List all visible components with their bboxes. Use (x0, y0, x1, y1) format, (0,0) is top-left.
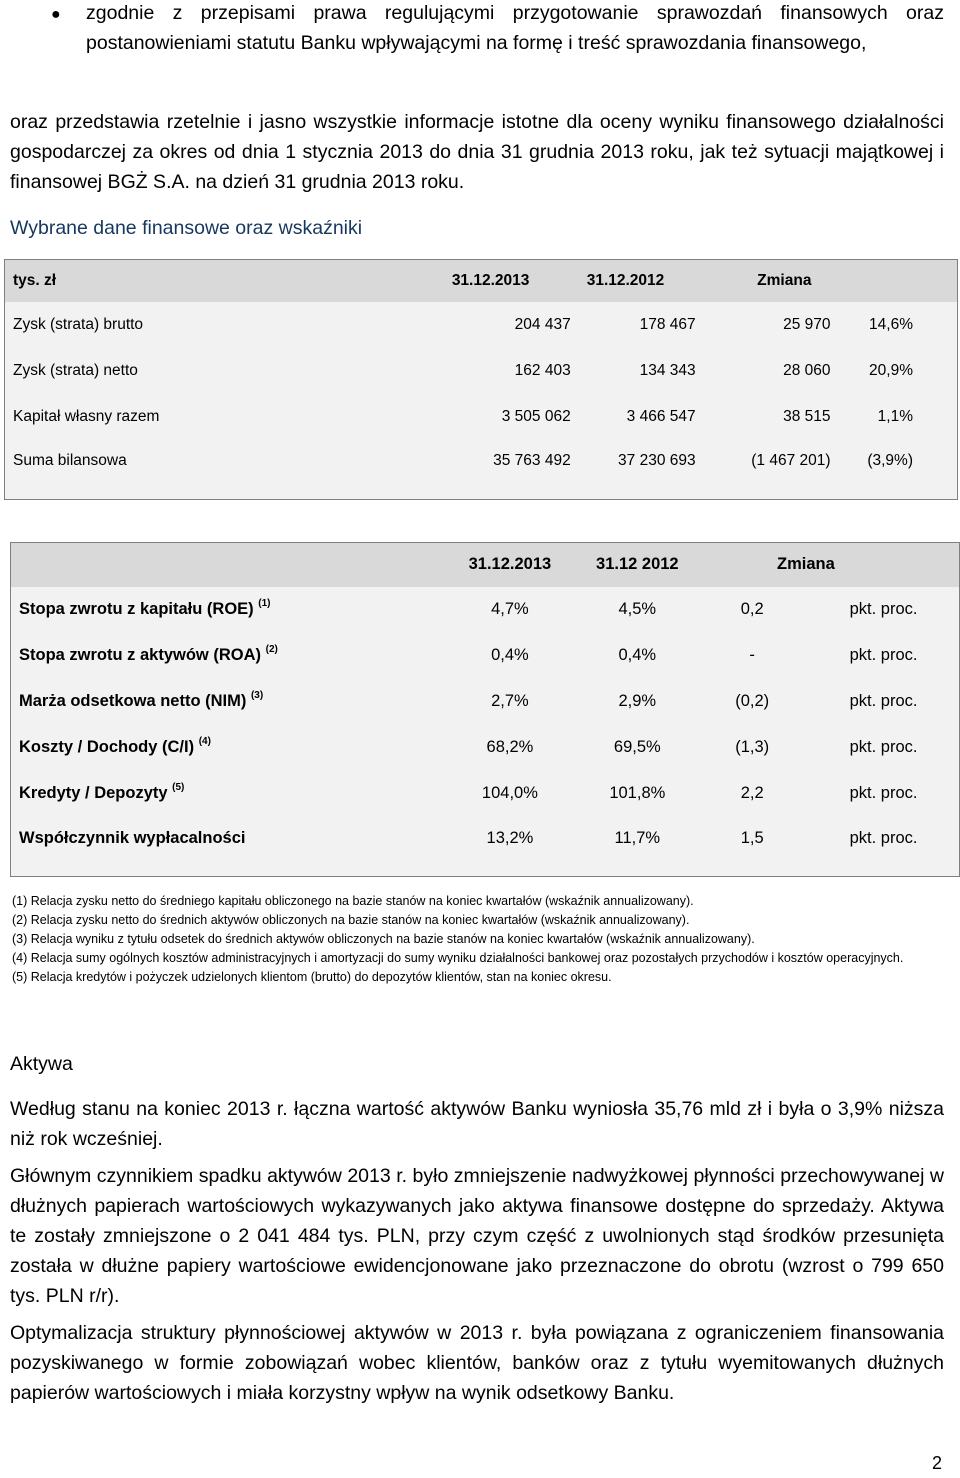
footnotes (12, 892, 944, 987)
cell-2012: 37 230 693 (579, 440, 704, 500)
table-row (11, 679, 960, 725)
table-row (11, 817, 960, 877)
row-label (11, 771, 450, 817)
row-label: Zysk (strata) netto (5, 348, 444, 394)
header-2012: 31.12.2012 (579, 260, 704, 302)
cell-pct: 14,6% (839, 302, 958, 348)
table-row (11, 725, 960, 771)
cell-change: 2,2 (705, 771, 800, 817)
table-row (11, 771, 960, 817)
cell-2013: 204 437 (444, 302, 579, 348)
cell-change: 25 970 (704, 302, 839, 348)
cell-pct: 1,1% (839, 394, 958, 440)
footnote: (2) Relacja zysku netto do średnich aktywów obliczonych na bazie stanów na koniec kwartałów (wskaźnik annualizowany). (12, 913, 690, 927)
row-label (11, 633, 450, 679)
cell-2013: 2,7% (450, 679, 570, 725)
footnote: (3) Relacja wyniku z tytułu odsetek do średnich aktywów obliczonych na bazie stanów na koniec kwartałów (wskaźnik annualizowany). (12, 932, 755, 946)
table-header-row (11, 543, 960, 587)
header-2012: 31.12 2012 (570, 543, 705, 587)
row-label-text: Kredyty / Depozyty (19, 784, 168, 802)
cell-2012: 4,5% (570, 587, 705, 633)
cell-2012: 178 467 (579, 302, 704, 348)
cell-2012: 2,9% (570, 679, 705, 725)
cell-2012: 134 343 (579, 348, 704, 394)
row-label-text: Współczynnik wypłacalności (19, 828, 246, 847)
financial-data-table (4, 259, 958, 500)
page-number: 2 (932, 1453, 943, 1473)
cell-change: 1,5 (705, 817, 800, 877)
cell-change: 38 515 (704, 394, 839, 440)
header-2013: 31.12.2013 (450, 543, 570, 587)
header-change: Zmiana (704, 260, 958, 302)
row-label: Kapitał własny razem (5, 394, 444, 440)
cell-2012: 11,7% (570, 817, 705, 877)
row-label: Suma bilansowa (5, 440, 444, 500)
cell-pct: (3,9%) (839, 440, 958, 500)
table-row (5, 302, 958, 348)
aktywa-paragraph-2: Głównym czynnikiem spadku aktywów 2013 r. było zmniejszenie nadwyżkowej płynności przechowywanej w dłużnych papierach wartościowych wykazywanych jako aktywa finansowe dostępne do sprzedaży. Aktywa te zostały zmniejszone o 2 041 484 tys. PLN, przy czym część z uwolnionych stąd środków przesunięta została w dłużne papiery wartościowe ewidencjonowane jako przeznaczone do obrotu (wzrost o 799 650 tys. PLN r/r). (10, 1165, 944, 1307)
table-row (11, 633, 960, 679)
table-row (5, 348, 958, 394)
aktywa-paragraph-3: Optymalizacja struktury płynnościowej aktywów w 2013 r. była powiązana z ograniczeniem finansowania pozyskiwanego w formie zobowiązań wobec klientów, banków oraz z tytułu wyemitowanych dłużnych papierów wartościowych i miała korzystny wpływ na wynik odsetkowy Banku. (10, 1322, 944, 1404)
row-label (11, 817, 450, 877)
row-label: Zysk (strata) brutto (5, 302, 444, 348)
cell-2012: 101,8% (570, 771, 705, 817)
table-header-row (5, 260, 958, 302)
cell-2012: 3 466 547 (579, 394, 704, 440)
cell-unit: pkt. proc. (800, 725, 960, 771)
footnote-ref: (3) (250, 689, 264, 701)
aktywa-paragraph-1: Według stanu na koniec 2013 r. łączna wartość aktywów Banku wyniosła 35,76 mld zł i była o 3,9% niższa niż rok wcześniej. (10, 1098, 944, 1150)
footnote-ref: (2) (265, 643, 278, 655)
cell-unit: pkt. proc. (800, 771, 960, 817)
row-label (11, 679, 450, 725)
cell-2013: 13,2% (450, 817, 570, 877)
cell-2013: 35 763 492 (444, 440, 579, 500)
cell-change: - (705, 633, 800, 679)
cell-change: (1,3) (705, 725, 800, 771)
cell-change: (0,2) (705, 679, 800, 725)
cell-change: (1 467 201) (704, 440, 839, 500)
footnote: (1) Relacja zysku netto do średniego kapitału obliczonego na bazie stanów na koniec kwartałów (wskaźnik annualizowany). (12, 894, 694, 908)
cell-change: 0,2 (705, 587, 800, 633)
cell-2013: 104,0% (450, 771, 570, 817)
cell-pct: 20,9% (839, 348, 958, 394)
row-label-text: Marża odsetkowa netto (NIM) (19, 692, 247, 710)
intro-paragraph: oraz przedstawia rzetelnie i jasno wszystkie informacje istotne dla oceny wyniku finansowego działalności gospodarczej za okres od dnia 1 stycznia 2013 do dnia 31 grudnia 2013 roku, jak też sytuacji majątkowej i finansowej BGŻ S.A. na dzień 31 grudnia 2013 roku. (10, 111, 944, 193)
cell-2013: 68,2% (450, 725, 570, 771)
cell-2013: 4,7% (450, 587, 570, 633)
header-empty (11, 543, 450, 587)
ratios-table (10, 542, 960, 877)
cell-change: 28 060 (704, 348, 839, 394)
aktywa-title: Aktywa (10, 1053, 73, 1075)
cell-2012: 69,5% (570, 725, 705, 771)
row-label-text: Stopa zwrotu z aktywów (ROA) (19, 646, 262, 664)
cell-2012: 0,4% (570, 633, 705, 679)
header-2013: 31.12.2013 (444, 260, 579, 302)
cell-unit: pkt. proc. (800, 817, 960, 877)
section-title: Wybrane dane finansowe oraz wskaźniki (10, 217, 363, 239)
header-change: Zmiana (705, 543, 960, 587)
cell-unit: pkt. proc. (800, 633, 960, 679)
row-label (11, 725, 450, 771)
bullet-text: zgodnie z przepisami prawa regulującymi przygotowanie sprawozdań finansowych oraz postanowieniami statutu Banku wpływającymi na formę i treść sprawozdania finansowego, (86, 2, 944, 54)
cell-2013: 3 505 062 (444, 394, 579, 440)
bullet-icon: ● (51, 6, 61, 23)
table-row (5, 440, 958, 500)
footnote-ref: (4) (198, 735, 211, 747)
row-label-text: Stopa zwrotu z kapitału (ROE) (19, 600, 254, 618)
row-label (11, 587, 450, 633)
table-row (5, 394, 958, 440)
cell-2013: 162 403 (444, 348, 579, 394)
cell-2013: 0,4% (450, 633, 570, 679)
footnote-ref: (1) (258, 597, 271, 609)
cell-unit: pkt. proc. (800, 587, 960, 633)
row-label-text: Koszty / Dochody (C/I) (19, 738, 195, 756)
table-row (11, 587, 960, 633)
footnote: (4) Relacja sumy ogólnych kosztów administracyjnych i amortyzacji do sumy wyniku działalności bankowej oraz pozostałych przychodów i kosztów operacyjnych. (12, 951, 904, 965)
header-unit: tys. zł (5, 260, 444, 302)
footnote: (5) Relacja kredytów i pożyczek udzielonych klientom (brutto) do depozytów klientów, stan na koniec okresu. (12, 970, 612, 984)
footnote-ref: (5) (172, 781, 185, 793)
cell-unit: pkt. proc. (800, 679, 960, 725)
